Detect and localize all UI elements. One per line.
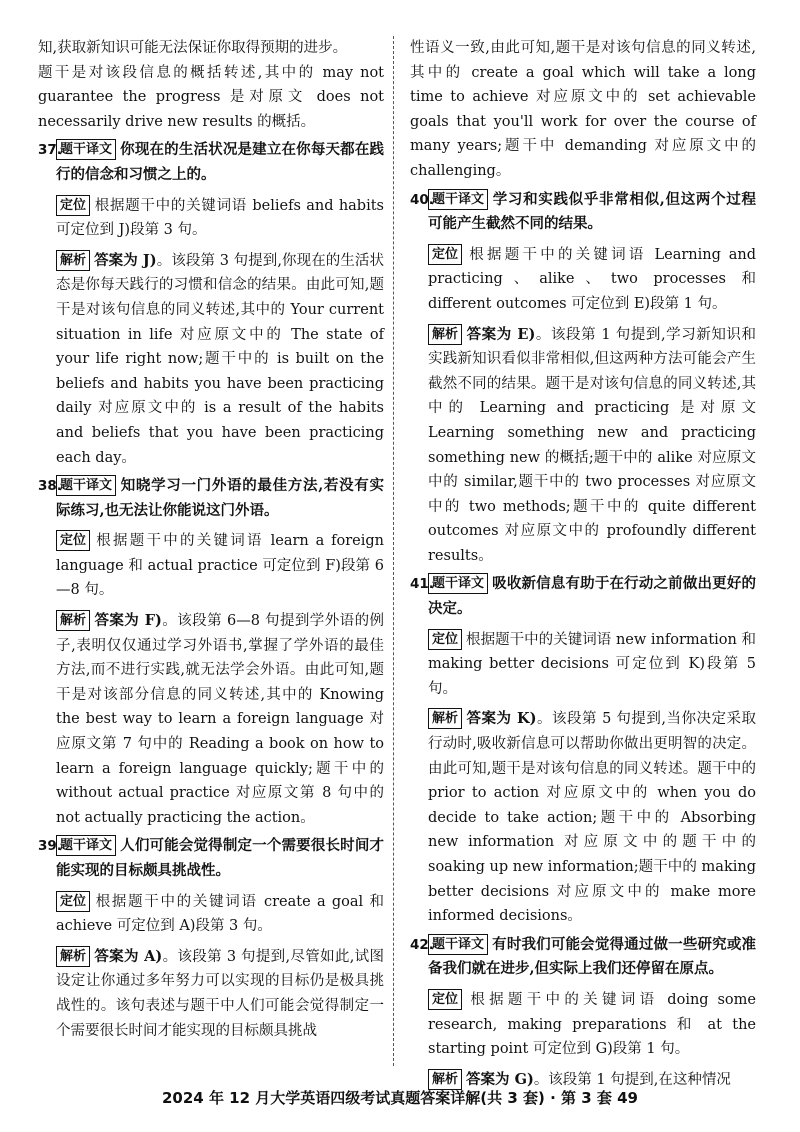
locate-text: 根据题干中的关键词语 create a goal 和 achieve 可定位到 A)段第 3 句。: [56, 893, 384, 935]
analysis-tag: 解析: [56, 250, 90, 271]
locate-text: 根据题干中的关键词语 doing some research, making preparations 和 at the starting point 可定位到 G)段第 1 句。: [428, 991, 756, 1058]
question-number: 37.: [38, 142, 62, 159]
locate-block: [38, 890, 384, 939]
item-head: [38, 138, 384, 187]
question-number: 42.: [410, 936, 434, 953]
stem-translation: [428, 188, 756, 237]
stem-translation: [56, 474, 384, 523]
stem-translation: [428, 933, 756, 982]
question-42: [410, 933, 756, 1093]
question-number: 39.: [38, 838, 62, 855]
item-head: [38, 834, 384, 883]
stem-tag: 题干译文: [56, 475, 116, 496]
analysis-block: [38, 249, 384, 470]
locate-tag: 定位: [56, 530, 90, 551]
stem-text: 你现在的生活状况是建立在你每天都在践行的信念和习惯之上的。: [56, 141, 384, 183]
question-38: [38, 474, 384, 830]
question-37: [38, 138, 384, 470]
stem-translation: [428, 572, 756, 621]
stem-translation: [56, 834, 384, 883]
locate-tag: 定位: [56, 891, 90, 912]
column-divider: [393, 36, 394, 1066]
analysis-text: 。该段第 3 句提到,你现在的生活状态是你每天践行的习惯和信念的结果。由此可知,题干是对该句信息的同义转述,其中的 Your current situation in life 对应原文中的 The state of your life right now;题干中的 is built on the beliefs and habits you have been practicing daily 对应原文中的 is a result of the habits and beliefs that you have been practicing each day。: [56, 252, 384, 466]
locate-block: [410, 988, 756, 1062]
question-39: [38, 834, 384, 1043]
analysis-text: 。该段第 6—8 句提到学外语的例子,表明仅仅通过学习外语书,掌握了学外语的最佳方法,而不进行实践,就无法学会外语。由此可知,题干是对该部分信息的同义转述,其中的 Knowing the best way to learn a foreign language 对应原文第 7 句中的 Reading a book on how to learn a foreign language quickly;题干中的 without actual practice 对应原文第 8 句中的 not actually practicing the action。: [56, 613, 385, 826]
answer: 答案为 J): [94, 251, 157, 269]
stem-text: 吸收新信息有助于在行动之前做出更好的决定。: [428, 575, 756, 618]
locate-text: 根据题干中的关键词语 new information 和 making better decisions 可定位到 K)段第 5 句。: [428, 631, 756, 697]
stem-tag: 题干译文: [56, 835, 116, 856]
stem-tag: 题干译文: [428, 189, 488, 210]
analysis-block: [410, 323, 756, 569]
stem-text: 有时我们可能会觉得通过做一些研究或准备我们就在进步,但实际上我们还停留在原点。: [428, 935, 756, 978]
analysis-text: 。该段第 5 句提到,当你决定采取行动时,吸收新信息可以帮助你做出更明智的决定。由此可知,题干是对该句信息的同义转述。题干中的 prior to action 对应原文中的 when you do decide to take action;题干中的 Absorbing new information 对应原文中的题干中的 soaking up new information;题干中的 making better decisions 对应原文中的 make more informed decisions。: [428, 711, 756, 925]
answer: 答案为 F): [94, 612, 162, 630]
analysis-block: [38, 945, 384, 1043]
answer: 答案为 A): [94, 947, 163, 965]
locate-text: 根据题干中的关键词语 learn a foreign language 和 actual practice 可定位到 F)段第 6—8 句。: [56, 533, 384, 599]
left-column: [38, 36, 384, 1043]
item-head: [410, 572, 756, 621]
stem-tag: 题干译文: [56, 139, 116, 160]
analysis-tag: 解析: [428, 1069, 462, 1090]
analysis-text: 。该段第 1 句提到,在这种情况: [533, 1071, 731, 1088]
stem-translation: [56, 138, 384, 187]
question-40: [410, 188, 756, 569]
analysis-block: [38, 609, 384, 830]
question-number: 41.: [410, 576, 434, 593]
locate-text: 根据题干中的关键词语 Learning and practicing、alike、two processes 和 different outcomes 可定位到 E)段第 1 句。: [428, 246, 756, 312]
question-41: [410, 572, 756, 928]
answer: 答案为 K): [466, 710, 537, 728]
locate-tag: 定位: [56, 195, 90, 216]
analysis-tag: 解析: [56, 946, 90, 967]
locate-block: [410, 628, 756, 702]
analysis-text: 。该段第 3 句提到,尽管如此,试图设定让你通过多年努力可以实现的目标仍是极具挑战性的。该句表述与题干中人们可能会觉得制定一个需要很长时间才能实现的目标颇具挑战: [56, 948, 384, 1039]
locate-block: [38, 529, 384, 603]
locate-block: [410, 243, 756, 317]
answer: 答案为 E): [466, 325, 536, 343]
item-head: [410, 933, 756, 982]
locate-tag: 定位: [428, 989, 462, 1010]
item-head: [410, 188, 756, 237]
continued-text: 性语义一致,由此可知,题干是对该句信息的同义转述,其中的 create a goal which will take a long time to achieve 对应原文中的 set achievable goals that you'll work for over the course of many years;题干中 demanding 对应原文中的 challenging。: [410, 40, 756, 179]
locate-tag: 定位: [428, 244, 462, 265]
answer: 答案为 G): [466, 1070, 534, 1088]
analysis-text: 。该段第 1 句提到,学习新知识和实践新知识看似非常相似,但这两种方法可能会产生截然不同的结果。题干是对该句信息的同义转述,其中的 Learning and practicing 是对原文 Learning something new and practicing something new 的概括;题干中的 alike 对应原文中的 similar,题干中的 two processes 对应原文中的 two methods;题干中的 quite different outcomes 对应原文中的 profoundly different results。: [428, 326, 756, 564]
question-number: 38.: [38, 478, 62, 495]
analysis-tag: 解析: [428, 324, 462, 345]
item-head: [38, 474, 384, 523]
locate-block: [38, 194, 384, 243]
stem-text: 学习和实践似乎非常相似,但这两个过程可能产生截然不同的结果。: [428, 190, 756, 233]
stem-text: 知晓学习一门外语的最佳方法,若没有实际练习,也无法让你能说这门外语。: [56, 477, 384, 519]
locate-text: 根据题干中的关键词语 beliefs and habits 可定位到 J)段第 3 句。: [56, 197, 384, 239]
locate-tag: 定位: [428, 629, 462, 650]
stem-text: 人们可能会觉得制定一个需要很长时间才能实现的目标颇具挑战性。: [56, 837, 384, 879]
continued-text: 知,获取新知识可能无法保证你取得预期的进步。: [38, 40, 348, 56]
page-footer: 2024 年 12 月大学英语四级考试真题答案详解(共 3 套) · 第 3 套 49: [161, 1089, 638, 1107]
continued-text: 题干是对该段信息的概括转述,其中的 may not guarantee the progress 是对原文 does not necessarily drive new results 的概括。: [38, 64, 384, 130]
right-column: [410, 36, 756, 1092]
question-number: 40.: [410, 191, 434, 208]
analysis-block: [410, 707, 756, 928]
stem-tag: 题干译文: [428, 934, 488, 955]
analysis-tag: 解析: [428, 708, 462, 729]
analysis-tag: 解析: [56, 610, 90, 631]
stem-tag: 题干译文: [428, 573, 488, 594]
